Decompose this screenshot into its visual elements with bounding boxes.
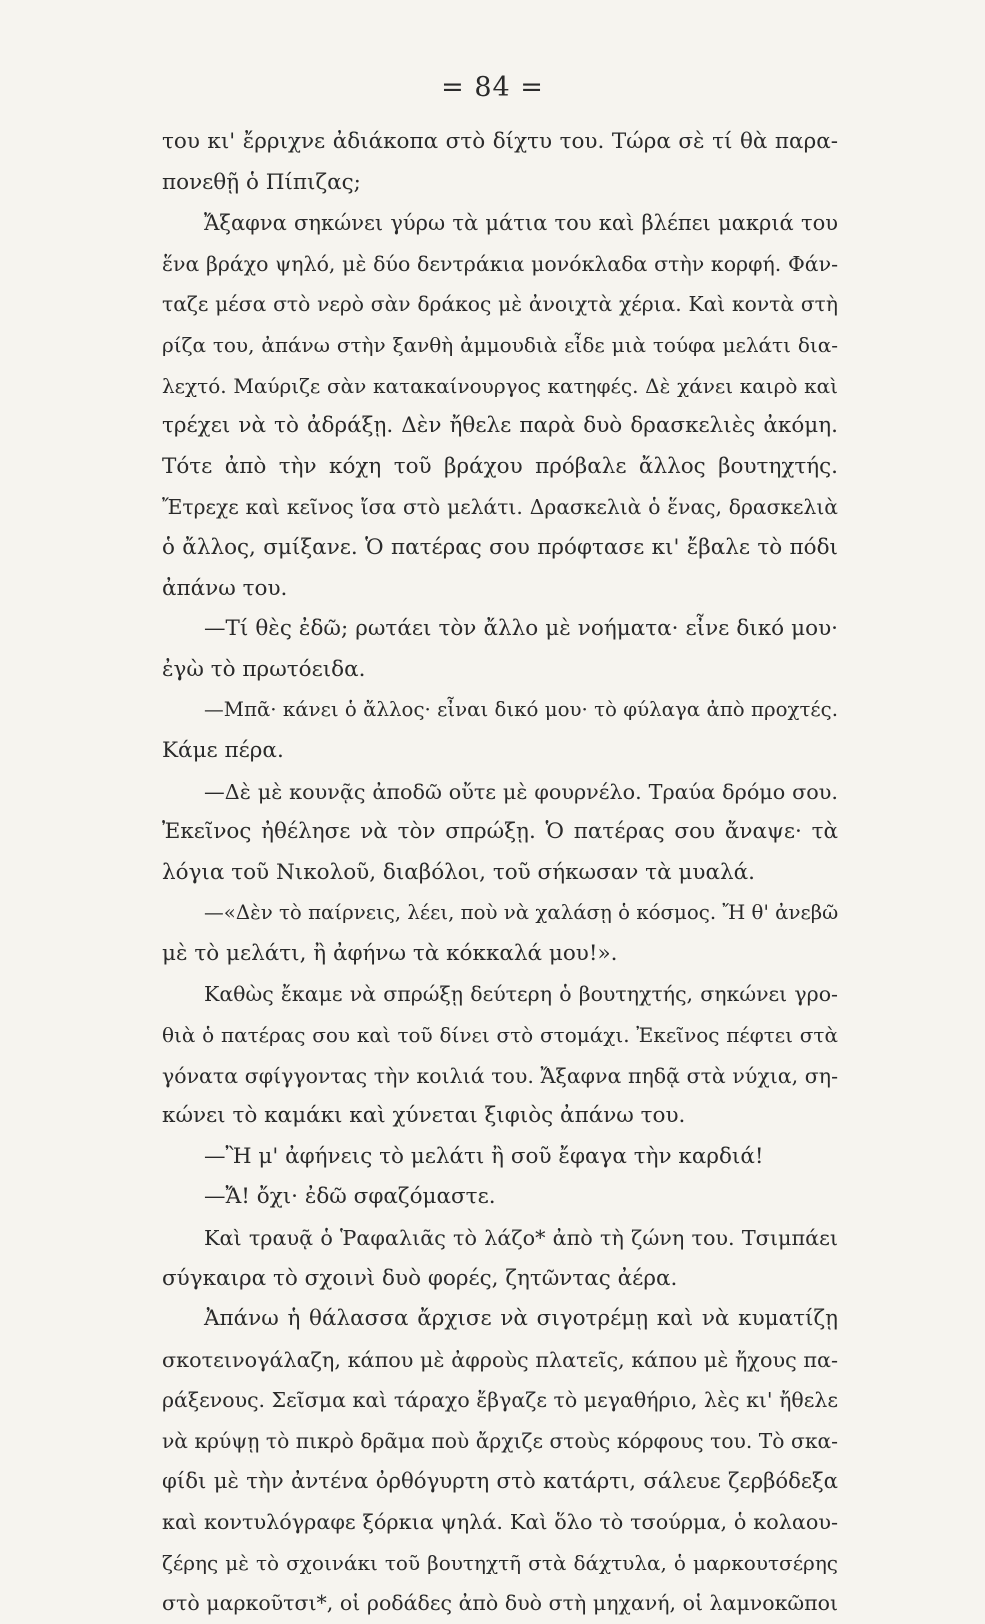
text-line: κώνει τὸ καμάκι καὶ χύνεται ξιφιὸς ἀπάνω του. (162, 1103, 686, 1129)
text-line: —Ἢ μ' ἀφήνεις τὸ μελάτι ἢ σοῦ ἔφαγα τὴν καρδιά! (204, 1143, 764, 1169)
text-line: ὁ ἄλλος, σμίξανε. Ὁ πατέρας σου πρόφτασε κι' ἔβαλε τὸ πόδι (162, 534, 838, 560)
text-line: —Ἄ! ὄχι· ἐδῶ σφαζόμαστε. (204, 1184, 496, 1210)
text-line: σύγκαιρα τὸ σχοινὶ δυὸ φορές, ζητῶντας ἀέρα. (162, 1265, 678, 1291)
text-line: ρίζα του, ἀπάνω στὴν ξανθὴ ἀμμουδιὰ εἶδε μιὰ τούφα μελάτι δια- (162, 332, 838, 357)
text-line: Κάμε πέρα. (162, 737, 284, 763)
text-line: λόγια τοῦ Νικολοῦ, διαβόλοι, τοῦ σήκωσαν τὰ μυαλά. (162, 859, 755, 885)
text-line: ταζε μέσα στὸ νερὸ σὰν δράκος μὲ ἀνοιχτὰ χέρια. Καὶ κοντὰ στὴ (162, 292, 838, 317)
text-line: Καθὼς ἔκαμε νὰ σπρώξῃ δεύτερη ὁ βουτηχτής, σηκώνει γρο- (204, 982, 838, 1007)
text-line: —«Δὲν τὸ παίρνεις, λέει, ποὺ νὰ χαλάσῃ ὁ κόσμος. Ἤ θ' ἀνεβῶ (204, 901, 838, 925)
text-line: Ἀπάνω ἡ θάλασσα ἄρχισε νὰ σιγοτρέμῃ καὶ νὰ κυματίζῃ (204, 1306, 838, 1332)
text-line: καὶ κοντυλόγραφε ξόρκια ψηλά. Καὶ ὅλο τὸ τσούρμα, ὁ κολαου- (162, 1510, 838, 1535)
text-line: θιὰ ὁ πατέρας σου καὶ τοῦ δίνει στὸ στομάχι. Ἐκεῖνος πέφτει στὰ (162, 1023, 838, 1048)
page-number: = 84 = (441, 72, 544, 103)
text-line: λεχτό. Μαύριζε σὰν κατακαίνουργος κατηφές. Δὲ χάνει καιρὸ καὶ (162, 373, 838, 398)
text-line: μὲ τὸ μελάτι, ἢ ἀφήνω τὰ κόκκαλά μου!». (162, 940, 618, 966)
text-line: ζέρης μὲ τὸ σχοινάκι τοῦ βουτηχτῆ στὰ δάχτυλα, ὁ μαρκουτσέρης (162, 1550, 838, 1575)
text-line: του κι' ἔρριχνε ἀδιάκοπα στὸ δίχτυ του. Τώρα σὲ τί θὰ παρα- (162, 129, 838, 154)
text-line: Ἐκεῖνος ἠθέλησε νὰ τὸν σπρώξῃ. Ὁ πατέρας σου ἄναψε· τὰ (162, 819, 838, 845)
text-line: πονεθῇ ὁ Πίπιζας; (162, 169, 361, 195)
text-line: ἕνα βράχο ψηλό, μὲ δύο δεντράκια μονόκλαδα στὴν κορφή. Φάν- (162, 251, 838, 276)
text-line: Καὶ τραυᾷ ὁ Ῥαφαλιᾶς τὸ λάζο* ἀπὸ τὴ ζώνη του. Τσιμπάει (204, 1226, 838, 1251)
text-line: —Δὲ μὲ κουνᾷς ἀποδῶ οὔτε μὲ φουρνέλο. Τραύα δρόμο σου. (204, 779, 838, 804)
text-line: τρέχει νὰ τὸ ἀδράξῃ. Δὲν ἤθελε παρὰ δυὸ δρασκελιὲς ἀκόμη. (162, 413, 838, 439)
text-line: Ἔτρεχε καὶ κεῖνος ἴσα στὸ μελάτι. Δρασκελιὰ ὁ ἕνας, δρασκελιὰ (162, 495, 838, 520)
body-text (162, 122, 838, 1624)
text-line: φίδι μὲ τὴν ἀντένα ὀρθόγυρτη στὸ κατάρτι, σάλευε ζερβόδεξα (162, 1468, 838, 1494)
text-line: —Μπᾶ· κάνει ὁ ἄλλος· εἶναι δικό μου· τὸ φύλαγα ἀπὸ προχτές. (204, 698, 838, 722)
text-line: Ἄξαφνα σηκώνει γύρω τὰ μάτια του καὶ βλέπει μακριά του (204, 211, 838, 236)
text-line: γόνατα σφίγγοντας τὴν κοιλιά του. Ἄξαφνα πηδᾷ στὰ νύχια, ση- (162, 1063, 838, 1088)
text-line: νὰ κρύψῃ τὸ πικρὸ δρᾶμα ποὺ ἄρχιζε στοὺς κόρφους του. Τὸ σκα- (162, 1429, 838, 1453)
text-line: —Τί θὲς ἐδῶ; ρωτάει τὸν ἄλλο μὲ νοήματα· εἶνε δικό μου· (204, 616, 838, 642)
text-line: ἀπάνω του. (162, 575, 288, 601)
text-line: ράξενους. Σεῖσμα καὶ τάραχο ἔβγαζε τὸ μεγαθήριο, λὲς κι' ἤθελε (162, 1388, 838, 1413)
text-line: σκοτεινογάλαζη, κάπου μὲ ἀφροὺς πλατεῖς, κάπου μὲ ἤχους πα- (162, 1347, 838, 1372)
text-line: ἐγὼ τὸ πρωτόειδα. (162, 656, 366, 682)
text-line: Τότε ἀπὸ τὴν κόχη τοῦ βράχου πρόβαλε ἄλλος βουτηχτής. (162, 453, 838, 479)
text-line: στὸ μαρκοῦτσι*, οἱ ροδάδες ἀπὸ δυὸ στὴ μηχανή, οἱ λαμνοκῶποι (162, 1591, 838, 1616)
